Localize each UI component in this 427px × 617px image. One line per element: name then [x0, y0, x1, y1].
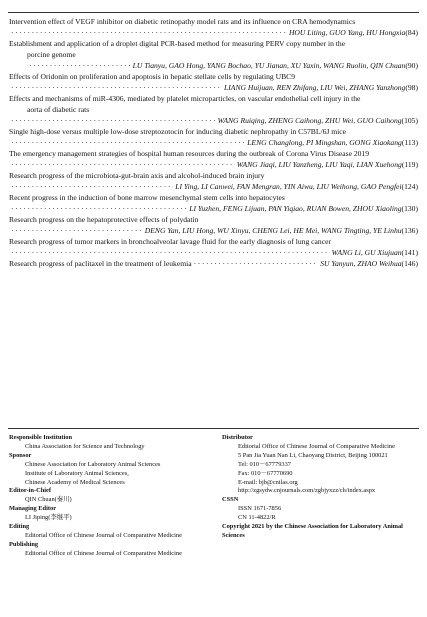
leader-dots — [11, 115, 216, 126]
toc-entry-authors: WANG Jiaqi, LIU Yanzheng, LIU Yaqi, LIAN Xuehong — [236, 160, 402, 169]
colophon-section — [222, 496, 422, 523]
toc-entry-title-line: Effects of Oridonin on proliferation and apoptosis in hepatic stellate cells by regulating UBC9 — [9, 72, 296, 81]
colophon-value: Editorial Office of Chinese Journal of Comparative Medicine — [25, 549, 182, 557]
toc-entry-author-line — [9, 137, 418, 148]
toc-entry[interactable] — [9, 236, 418, 258]
colophon-heading: Distributor — [222, 434, 253, 441]
colophon-section — [9, 541, 214, 559]
colophon-section — [9, 434, 214, 452]
toc-entry-title-line: Research progress of tumor markers in bronchoalveolar lavage fluid for the early diagnosis of lung cancer — [9, 237, 331, 246]
colophon-value: Editorial Office of Chinese Journal of Comparative Medicine — [25, 531, 182, 539]
toc-entry[interactable] — [9, 93, 418, 126]
colophon-section — [9, 487, 214, 505]
toc-entry[interactable] — [9, 16, 418, 38]
leader-dots — [194, 258, 319, 269]
section-divider — [8, 428, 419, 429]
toc-entry-page: (136) — [401, 226, 418, 235]
toc-entry-page: (113) — [401, 138, 418, 147]
colophon-section — [9, 452, 214, 488]
colophon-section — [222, 434, 422, 496]
toc-entry-page: (124) — [401, 182, 418, 191]
colophon-value: QIN Chuan(秦川) — [25, 496, 72, 504]
colophon-value: E-mail: bjb@cnilas.org — [238, 478, 298, 486]
colophon-value: Tel: 010－67779337 — [238, 460, 291, 468]
toc-entry-page: (146) — [401, 259, 418, 268]
colophon-value: LI Jiping(李继平) — [25, 514, 72, 522]
toc-entry-page: (130) — [401, 204, 418, 213]
toc-entry-title-line: porcine genome — [27, 50, 76, 59]
colophon-heading: Sponsor — [9, 451, 32, 459]
toc-entry[interactable] — [9, 148, 418, 170]
leader-dots — [11, 225, 143, 236]
colophon-heading: Editing — [9, 523, 30, 531]
leader-dots — [29, 60, 131, 71]
toc-entry-authors: LI Ying, LI Canwei, FAN Mengran, YIN Aiwu, LIU Weihong, GAO Pengfei — [175, 182, 402, 191]
toc-entry-author-line — [9, 258, 418, 269]
colophon-value: CN 11-4822/R — [238, 514, 276, 522]
toc-entry-authors: HOU Liting, GUO Yang, HU Hongxia — [288, 28, 406, 37]
toc-entry[interactable] — [9, 258, 418, 269]
toc-entry-authors: LIANG Huijuan, REN Zhifang, LIU Wei, ZHANG Yanzhong — [224, 83, 406, 92]
toc-entry-page: (98) — [405, 83, 418, 92]
toc-entry-author-line — [9, 225, 418, 236]
toc-entry-authors: DENG Yan, LIU Hong, WU Xinyu, CHENG Lei, HE Mei, WANG Tingting, YE Linhu — [144, 226, 402, 235]
toc-entry-author-line — [9, 247, 418, 258]
toc-entry-page: (119) — [401, 160, 418, 169]
toc-entry[interactable] — [9, 170, 418, 192]
toc-entry-page: (105) — [401, 116, 418, 125]
toc-entry-title-line: Research progress of the microbiota-gut-brain axis and alcohol-induced brain injury — [9, 171, 265, 180]
toc-entry[interactable] — [9, 126, 418, 148]
toc-entry-author-line — [9, 60, 418, 71]
toc-entry-authors: WANG Li, GU Xiujuan — [331, 248, 402, 257]
table-of-contents — [9, 16, 418, 269]
toc-entry-title-line: Intervention effect of VEGF inhibitor on diabetic retinopathy model rats and its influence on CRA hemodynamics — [9, 17, 356, 26]
toc-entry[interactable] — [9, 71, 418, 93]
toc-entry-title-line: aorta of diabetic rats — [27, 105, 90, 114]
toc-entry-authors: SU Yanyun, ZHAO Weihua — [320, 259, 402, 268]
toc-entry-title-line: The emergency management strategies of hospital human resources during the outbreak of Corona Virus Disease 2019 — [9, 149, 370, 158]
toc-entry-page: (90) — [405, 61, 418, 70]
colophon-section — [9, 505, 214, 523]
toc-entry-title-line: Establishment and application of a droplet digital PCR-based method for measuring PERV copy number in the — [9, 39, 346, 48]
toc-entry[interactable] — [9, 38, 418, 71]
toc-entry[interactable] — [9, 214, 418, 236]
toc-entry-author-line — [9, 159, 418, 170]
leader-dots — [11, 137, 245, 148]
colophon-value: Fax: 010－67770690 — [238, 469, 293, 477]
toc-entry-authors: LU Tianyu, GAO Hong, YANG Bochao, YU Jianan, XU Yaxin, WANG Ruolin, QIN Chuan — [132, 61, 406, 70]
toc-entry-author-line — [9, 27, 418, 38]
colophon-value: China Association for Science and Technology — [25, 442, 145, 450]
toc-entry-authors: LENG Changlong, PI Mingshan, GONG Xiaokang — [247, 138, 402, 147]
toc-entry[interactable] — [9, 192, 418, 214]
colophon-heading: Editor-in-Chief — [9, 487, 52, 495]
copyright-notice: Copyright 2021 by the Chinese Association for Laboratory Animal Sciences — [222, 523, 403, 539]
colophon-left-column — [9, 434, 214, 559]
colophon-value: Chinese Association for Laboratory Animal Sciences — [25, 460, 161, 468]
toc-entry-page: (84) — [405, 28, 418, 37]
colophon-heading: Responsible Institution — [9, 434, 73, 441]
colophon-heading: Managing Editor — [9, 505, 57, 513]
toc-entry-author-line — [9, 115, 418, 126]
toc-entry-author-line — [9, 203, 418, 214]
toc-entry-author-line — [9, 82, 418, 93]
colophon-value: http://zgsydw.cnjournals.com/zgbjyxzz/ch/index.aspx — [238, 487, 376, 495]
toc-entry-title-line: Single high-dose versus multiple low-dose streptozotocin for inducing diabetic nephropathy in C57BL/6J mice — [9, 127, 347, 136]
leader-dots — [11, 247, 330, 258]
colophon-value: ISSN 1671-7856 — [238, 505, 282, 513]
toc-entry-page: (141) — [401, 248, 418, 257]
leader-dots — [11, 203, 187, 214]
leader-dots — [11, 82, 222, 93]
toc-entry-title-line: Research progress of paclitaxel in the treatment of leukemia — [9, 259, 192, 268]
colophon-heading: CSSN — [222, 496, 239, 504]
toc-entry-title-line: Effects and mechanisms of miR-4306, mediated by platelet microparticles, on vascular endothelial cell injury in the — [9, 94, 361, 103]
colophon-value: Chinese Academy of Medical Sciences — [25, 478, 125, 486]
top-rule — [8, 12, 419, 13]
colophon-right-column — [222, 434, 422, 541]
toc-entry-authors: WANG Ruiqing, ZHENG Caihong, ZHU Wei, GUO Caihong — [217, 116, 402, 125]
colophon-heading: Publishing — [9, 540, 39, 548]
colophon-value: Institute of Laboratory Animal Sciences, — [25, 469, 129, 477]
leader-dots — [11, 181, 173, 192]
colophon-section — [9, 523, 214, 541]
colophon-value: Editorial Office of Chinese Journal of Comparative Medicine — [238, 442, 395, 450]
leader-dots — [11, 159, 235, 170]
leader-dots — [11, 27, 287, 38]
toc-entry-authors: LI Yuzhen, FENG Lijuan, PAN Yiqiao, RUAN Bowen, ZHOU Xiaoling — [189, 204, 402, 213]
toc-entry-title-line: Research progress on the hepatoprotective effects of polydatin — [9, 215, 199, 224]
toc-entry-title-line: Recent progress in the induction of bone marrow mesenchymal stem cells into hepatocytes — [9, 193, 285, 202]
toc-entry-author-line — [9, 181, 418, 192]
colophon-value: 5 Pan Jia Yuan Nan Li, Chaoyang District, Beijing 100021 — [238, 451, 388, 459]
